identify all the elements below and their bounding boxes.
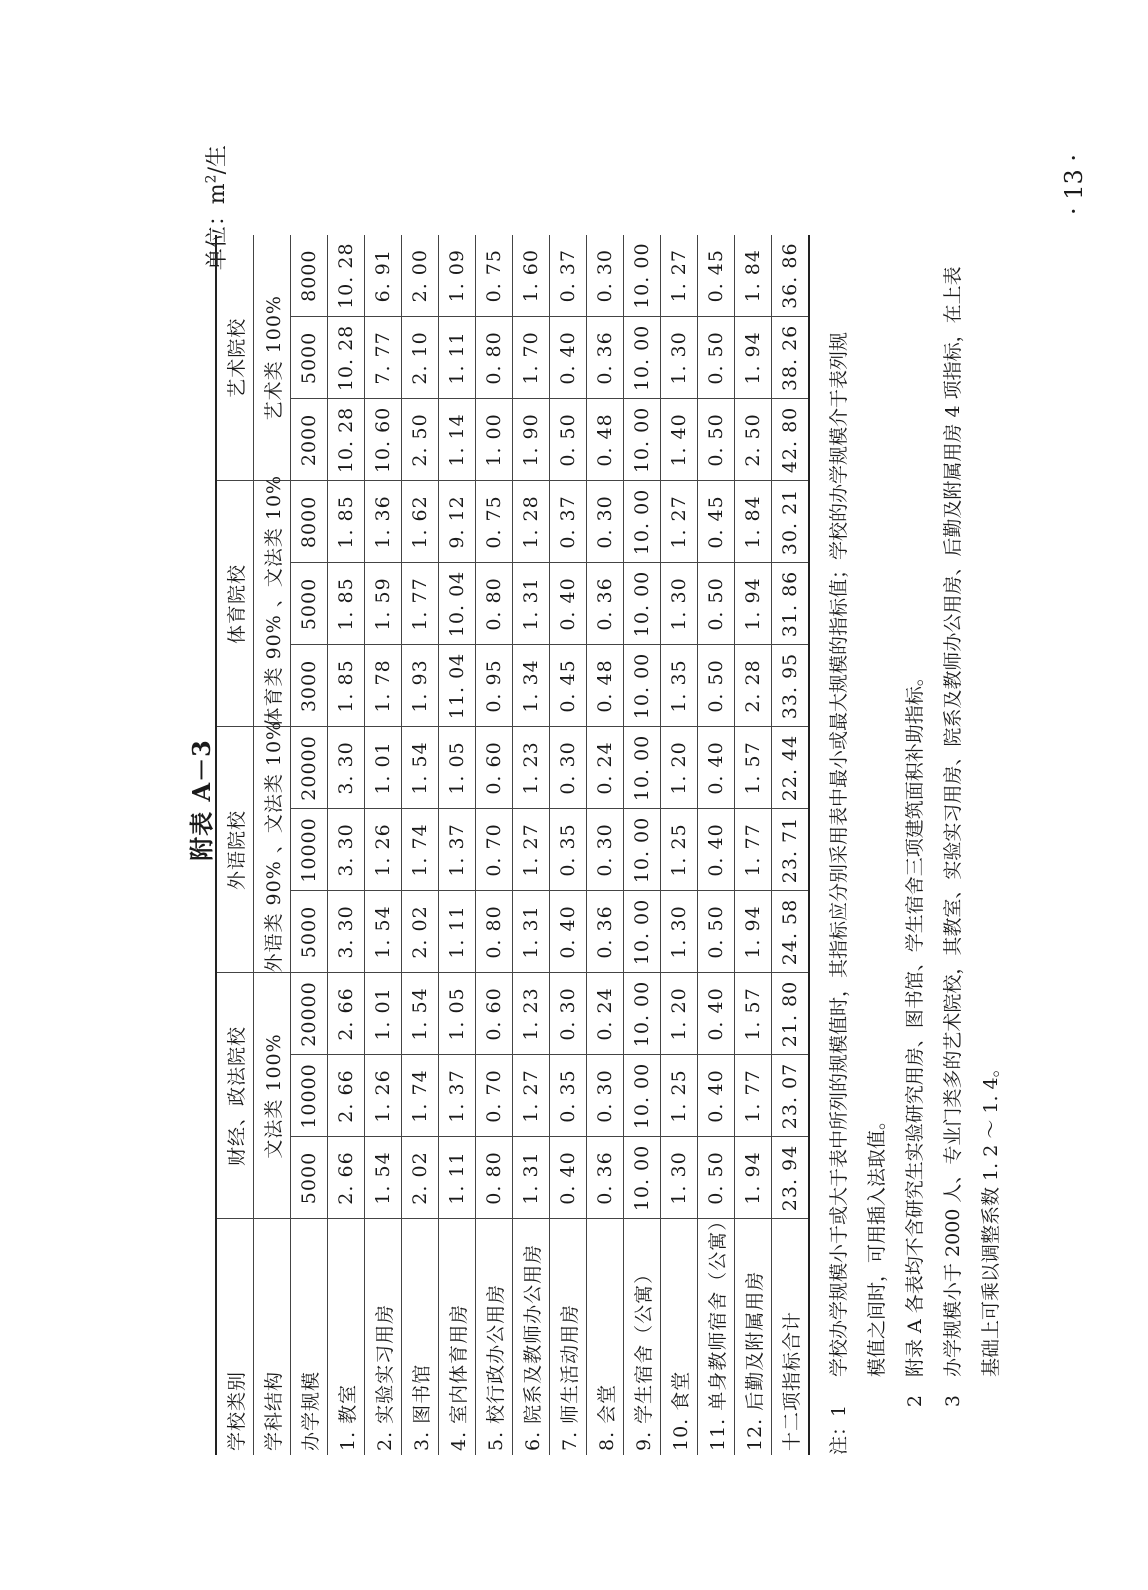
table-cell: 0. 50 <box>698 1137 735 1219</box>
table-row <box>513 235 550 1455</box>
table-body <box>328 235 810 1455</box>
table-cell: 3. 30 <box>328 809 365 891</box>
table-cell: 1. 77 <box>735 809 772 891</box>
table-cell: 21. 80 <box>772 973 810 1055</box>
header-row-type <box>216 235 254 1455</box>
table-cell: 1. 25 <box>661 1055 698 1137</box>
table-cell: 6. 91 <box>365 235 402 317</box>
table-cell: 1. 62 <box>402 481 439 563</box>
table-row <box>476 235 513 1455</box>
header-cell: 学科结构 <box>254 1219 291 1455</box>
table-cell: 2. 02 <box>402 891 439 973</box>
table-cell: 1. 36 <box>365 481 402 563</box>
table-cell: 0. 30 <box>587 809 624 891</box>
table-row <box>624 235 661 1455</box>
table-cell: 0. 45 <box>550 645 587 727</box>
table-row <box>587 235 624 1455</box>
table-cell: 0. 75 <box>476 235 513 317</box>
table-cell: 2. 00 <box>402 235 439 317</box>
table-cell: 0. 35 <box>550 809 587 891</box>
table-cell: 0. 50 <box>550 399 587 481</box>
table-cell: 0. 48 <box>587 399 624 481</box>
table-cell: 0. 30 <box>587 1055 624 1137</box>
table-cell: 10. 00 <box>624 727 661 809</box>
table-cell: 10. 00 <box>624 809 661 891</box>
table-cell: 2. 66 <box>328 1055 365 1137</box>
header-cell: 体育院校 <box>216 481 254 727</box>
table-cell: 42. 80 <box>772 399 810 481</box>
table-cell: 1. 93 <box>402 645 439 727</box>
table-cell: 3. 30 <box>328 891 365 973</box>
row-label: 10. 食堂 <box>661 1219 698 1455</box>
table-cell: 31. 86 <box>772 563 810 645</box>
indicator-table <box>215 235 810 1455</box>
table-cell: 1. 94 <box>735 1137 772 1219</box>
row-label: 2. 实验实习用房 <box>365 1219 402 1455</box>
table-cell: 1. 85 <box>328 563 365 645</box>
note-number: 3 <box>942 1395 964 1408</box>
table-cell: 1. 27 <box>513 809 550 891</box>
table-cell: 2. 50 <box>402 399 439 481</box>
table-cell: 10. 00 <box>624 1055 661 1137</box>
table-cell: 0. 70 <box>476 1055 513 1137</box>
table-cell: 1. 77 <box>402 563 439 645</box>
table-cell: 1. 31 <box>513 563 550 645</box>
header-row-scale <box>291 235 328 1455</box>
scale-cell: 8000 <box>291 481 328 563</box>
table-cell: 0. 24 <box>587 973 624 1055</box>
table-cell: 1. 57 <box>735 973 772 1055</box>
table-cell: 1. 84 <box>735 235 772 317</box>
table-cell: 0. 30 <box>550 973 587 1055</box>
table-cell: 7. 77 <box>365 317 402 399</box>
table-cell: 1. 26 <box>365 1055 402 1137</box>
table-cell: 24. 58 <box>772 891 810 973</box>
table-cell: 0. 70 <box>476 809 513 891</box>
table-cell: 10. 00 <box>624 973 661 1055</box>
note-number: 2 <box>904 1395 926 1408</box>
table-cell: 1. 20 <box>661 727 698 809</box>
table-cell: 0. 40 <box>698 1055 735 1137</box>
table-cell: 0. 50 <box>698 891 735 973</box>
table-cell: 1. 14 <box>439 399 476 481</box>
note-line: 基础上可乘以调整系数 1. 2 ～ 1. 4。 <box>980 1058 1002 1377</box>
table-cell: 2. 28 <box>735 645 772 727</box>
table-cell: 0. 30 <box>587 235 624 317</box>
scale-cell: 20000 <box>291 973 328 1055</box>
table-cell: 1. 34 <box>513 645 550 727</box>
table-cell: 1. 23 <box>513 973 550 1055</box>
note-2 <box>896 205 934 1455</box>
table-cell: 0. 36 <box>587 1137 624 1219</box>
table-cell: 10. 60 <box>365 399 402 481</box>
table-cell: 1. 11 <box>439 1137 476 1219</box>
table-cell: 1. 74 <box>402 809 439 891</box>
table-cell: 1. 00 <box>476 399 513 481</box>
table-cell: 38. 26 <box>772 317 810 399</box>
header-cell: 办学规模 <box>291 1219 328 1455</box>
scale-cell: 10000 <box>291 809 328 891</box>
table-cell: 2. 66 <box>328 973 365 1055</box>
table-row <box>402 235 439 1455</box>
note-line: 模值之间时，可用插入法取值。 <box>866 1110 888 1377</box>
row-label: 3. 图书馆 <box>402 1219 439 1455</box>
row-label: 十二项指标合计 <box>772 1219 810 1455</box>
note-line: 办学规模小于 2000 人、专业门类多的艺术院校，其教室、实验实习用房、院系及教师办公用房、后勤及附属用房 4 项指标，在上表 <box>942 266 964 1377</box>
row-label: 8. 会堂 <box>587 1219 624 1455</box>
note-number: 注：1 <box>828 1404 850 1455</box>
table-cell: 0. 30 <box>587 481 624 563</box>
scale-cell: 5000 <box>291 563 328 645</box>
table-cell: 0. 50 <box>698 317 735 399</box>
table-cell: 0. 37 <box>550 235 587 317</box>
table-cell: 23. 07 <box>772 1055 810 1137</box>
note-line: 附录 A 各表均不含研究生实验研究用房、图书馆、学生宿舍三项建筑面积补助指标。 <box>904 667 926 1377</box>
table-cell: 1. 28 <box>513 481 550 563</box>
table-row <box>698 235 735 1455</box>
scale-cell: 10000 <box>291 1055 328 1137</box>
table-cell: 1. 37 <box>439 1055 476 1137</box>
table-cell: 2. 10 <box>402 317 439 399</box>
table-cell: 0. 45 <box>698 481 735 563</box>
table-cell: 1. 09 <box>439 235 476 317</box>
table-cell: 10. 04 <box>439 563 476 645</box>
table-cell: 1. 85 <box>328 645 365 727</box>
table-cell: 10. 00 <box>624 317 661 399</box>
table-row <box>772 235 810 1455</box>
row-label: 1. 教室 <box>328 1219 365 1455</box>
table-cell: 1. 59 <box>365 563 402 645</box>
table-cell: 10. 28 <box>328 317 365 399</box>
table-cell: 1. 77 <box>735 1055 772 1137</box>
table-cell: 30. 21 <box>772 481 810 563</box>
table-cell: 10. 00 <box>624 645 661 727</box>
table-cell: 33. 95 <box>772 645 810 727</box>
table-cell: 1. 23 <box>513 727 550 809</box>
table-row <box>365 235 402 1455</box>
table-cell: 0. 40 <box>698 809 735 891</box>
table-cell: 10. 00 <box>624 1137 661 1219</box>
table-row <box>328 235 365 1455</box>
table-cell: 1. 94 <box>735 317 772 399</box>
table-cell: 1. 35 <box>661 645 698 727</box>
table-cell: 0. 60 <box>476 727 513 809</box>
table-cell: 0. 24 <box>587 727 624 809</box>
row-label: 12. 后勤及附属用房 <box>735 1219 772 1455</box>
header-cell: 财经、政法院校 <box>216 973 254 1219</box>
table-cell: 1. 27 <box>661 481 698 563</box>
table-cell: 10. 00 <box>624 399 661 481</box>
table-cell: 10. 00 <box>624 235 661 317</box>
table-cell: 1. 30 <box>661 317 698 399</box>
table-cell: 0. 40 <box>698 973 735 1055</box>
table-cell: 0. 95 <box>476 645 513 727</box>
header-cell: 体育类 90% 、文法类 10% <box>254 481 291 727</box>
table-cell: 1. 05 <box>439 973 476 1055</box>
table-cell: 1. 27 <box>661 235 698 317</box>
table-cell: 0. 48 <box>587 645 624 727</box>
row-label: 5. 校行政办公用房 <box>476 1219 513 1455</box>
table-cell: 2. 02 <box>402 1137 439 1219</box>
table-cell: 1. 30 <box>661 891 698 973</box>
header-cell: 文法类 100% <box>254 973 291 1219</box>
table-cell: 0. 40 <box>698 727 735 809</box>
table-cell: 1. 01 <box>365 727 402 809</box>
table-cell: 0. 36 <box>587 891 624 973</box>
table-cell: 1. 40 <box>661 399 698 481</box>
table-cell: 1. 74 <box>402 1055 439 1137</box>
table-cell: 1. 11 <box>439 317 476 399</box>
table-cell: 1. 78 <box>365 645 402 727</box>
header-cell: 学校类别 <box>216 1219 254 1455</box>
table-cell: 0. 80 <box>476 891 513 973</box>
table-cell: 0. 80 <box>476 563 513 645</box>
scale-cell: 2000 <box>291 399 328 481</box>
table-cell: 9. 12 <box>439 481 476 563</box>
notes <box>820 205 1010 1455</box>
table-row <box>439 235 476 1455</box>
table-row <box>661 235 698 1455</box>
scale-cell: 20000 <box>291 727 328 809</box>
table-cell: 1. 57 <box>735 727 772 809</box>
table-cell: 1. 25 <box>661 809 698 891</box>
table-cell: 0. 40 <box>550 891 587 973</box>
unit-label: 单位：$m^2/$生 <box>203 145 230 271</box>
table-cell: 0. 40 <box>550 563 587 645</box>
table-cell: 1. 70 <box>513 317 550 399</box>
row-label: 7. 师生活动用房 <box>550 1219 587 1455</box>
note-line: 学校办学规模小于或大于表中所列的规模值时，其指标应分别采用表中最小或最大规模的指标值；学校的办学规模介于表列规 <box>828 331 850 1377</box>
table-cell: 1. 54 <box>365 891 402 973</box>
table-cell: 2. 66 <box>328 1137 365 1219</box>
table-cell: 1. 84 <box>735 481 772 563</box>
row-label: 11. 单身教师宿舍（公寓） <box>698 1219 735 1455</box>
table-cell: 1. 01 <box>365 973 402 1055</box>
scale-cell: 5000 <box>291 891 328 973</box>
table-cell: 36. 86 <box>772 235 810 317</box>
table-cell: 1. 90 <box>513 399 550 481</box>
scale-cell: 5000 <box>291 1137 328 1219</box>
header-cell: 外语类 90% 、文法类 10% <box>254 727 291 973</box>
page-number: · 13 · <box>1060 153 1088 215</box>
table-cell: 0. 45 <box>698 235 735 317</box>
table-cell: 1. 37 <box>439 809 476 891</box>
table-cell: 1. 54 <box>402 973 439 1055</box>
note-3 <box>934 205 1010 1455</box>
table-cell: 0. 30 <box>550 727 587 809</box>
table-cell: 0. 36 <box>587 563 624 645</box>
table-cell: 0. 40 <box>550 1137 587 1219</box>
table-cell: 1. 11 <box>439 891 476 973</box>
table-cell: 1. 20 <box>661 973 698 1055</box>
table-cell: 10. 28 <box>328 235 365 317</box>
table-cell: 0. 37 <box>550 481 587 563</box>
table-cell: 1. 31 <box>513 891 550 973</box>
scale-cell: 3000 <box>291 645 328 727</box>
table-cell: 10. 00 <box>624 481 661 563</box>
note-1 <box>820 205 896 1455</box>
table-cell: 1. 54 <box>365 1137 402 1219</box>
table-cell: 1. 54 <box>402 727 439 809</box>
table-cell: 1. 05 <box>439 727 476 809</box>
row-label: 4. 室内体育用房 <box>439 1219 476 1455</box>
table-cell: 1. 30 <box>661 1137 698 1219</box>
row-label: 6. 院系及教师办公用房 <box>513 1219 550 1455</box>
scale-cell: 8000 <box>291 235 328 317</box>
table-title: 附表 A－3 <box>187 739 216 861</box>
table-cell: 10. 28 <box>328 399 365 481</box>
table-cell: 0. 36 <box>587 317 624 399</box>
table-cell: 0. 35 <box>550 1055 587 1137</box>
header-cell: 艺术院校 <box>216 235 254 481</box>
table-cell: 1. 94 <box>735 563 772 645</box>
table-cell: 0. 80 <box>476 1137 513 1219</box>
table-cell: 0. 75 <box>476 481 513 563</box>
table-cell: 0. 80 <box>476 317 513 399</box>
table-cell: 10. 00 <box>624 563 661 645</box>
rotated-page <box>160 145 1148 1455</box>
table-row <box>735 235 772 1455</box>
table-cell: 1. 85 <box>328 481 365 563</box>
table-cell: 0. 40 <box>550 317 587 399</box>
row-label: 9. 学生宿舍（公寓） <box>624 1219 661 1455</box>
table-cell: 0. 50 <box>698 563 735 645</box>
table-cell: 1. 26 <box>365 809 402 891</box>
table-cell: 1. 60 <box>513 235 550 317</box>
table-cell: 1. 30 <box>661 563 698 645</box>
table-cell: 0. 60 <box>476 973 513 1055</box>
table-cell: 0. 50 <box>698 399 735 481</box>
table-cell: 23. 71 <box>772 809 810 891</box>
table-cell: 0. 50 <box>698 645 735 727</box>
table-cell: 22. 44 <box>772 727 810 809</box>
table-cell: 3. 30 <box>328 727 365 809</box>
table-cell: 2. 50 <box>735 399 772 481</box>
table-cell: 10. 00 <box>624 891 661 973</box>
table-cell: 1. 31 <box>513 1137 550 1219</box>
table-cell: 23. 94 <box>772 1137 810 1219</box>
table-cell: 11. 04 <box>439 645 476 727</box>
table-cell: 1. 94 <box>735 891 772 973</box>
header-row-structure <box>254 235 291 1455</box>
table-cell: 1. 27 <box>513 1055 550 1137</box>
scale-cell: 5000 <box>291 317 328 399</box>
header-cell: 艺术类 100% <box>254 235 291 481</box>
table-row <box>550 235 587 1455</box>
header-cell: 外语院校 <box>216 727 254 973</box>
